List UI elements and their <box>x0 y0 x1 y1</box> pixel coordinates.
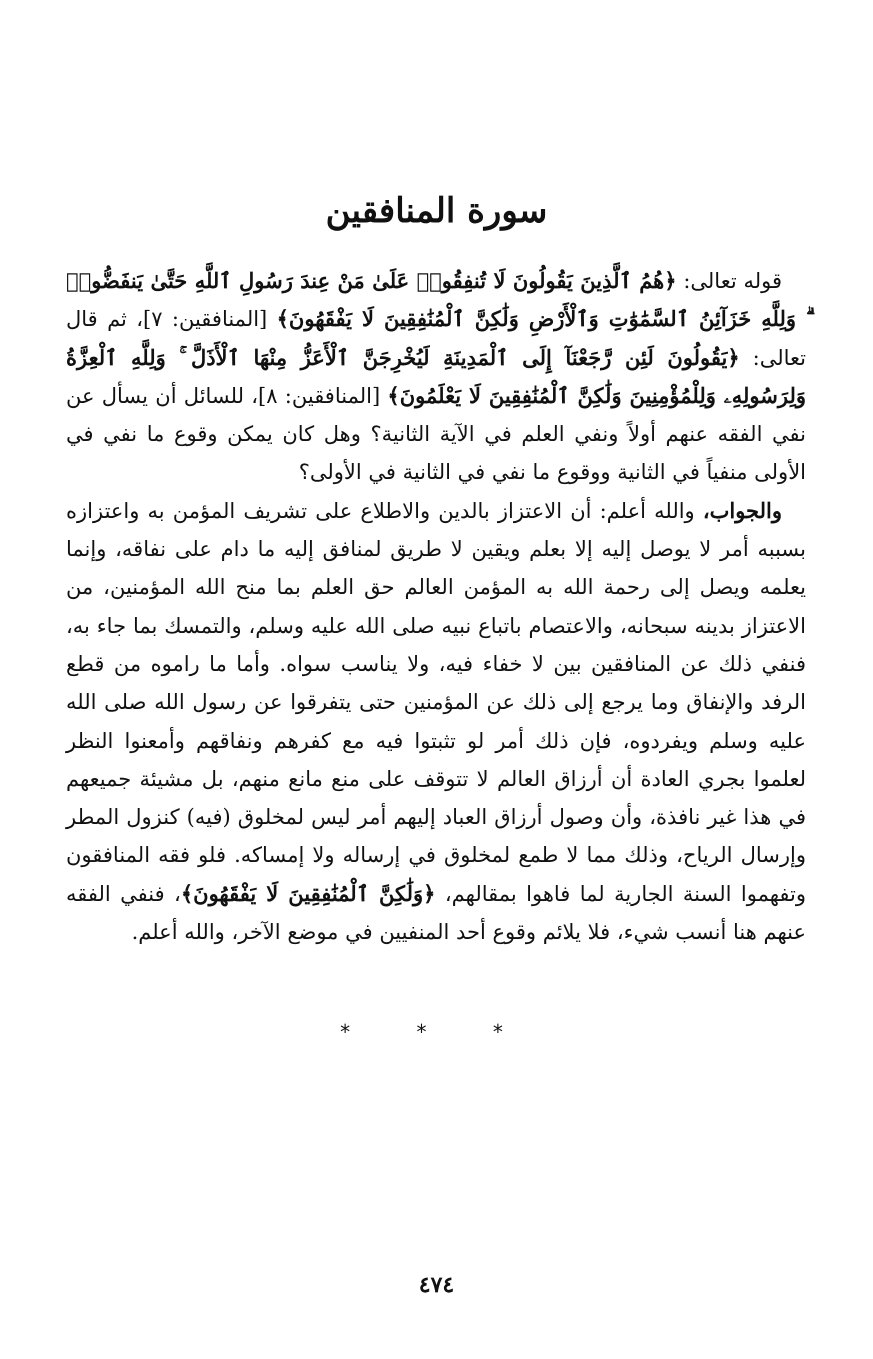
question-text: [المنافقين: ٨]، للسائل أن يسأل عن نفي الفقه عنهم أولاً ونفي العلم في الآية الثانية؟ وهل كان يمكن وقوع ما نفي في الأولى منفياً في الثانية ووقوع ما نفي في الثانية في الأولى؟ <box>66 383 807 485</box>
body-text <box>66 262 806 951</box>
verse-reference-7: [المنافقين: ٧]، ثم قال تعالى: <box>66 307 806 370</box>
question-lead-in: قوله تعالى: <box>676 269 782 293</box>
page-title: سورة المنافقين <box>325 191 548 231</box>
section-separator: * * * <box>340 1020 533 1044</box>
quran-verse-quote: ﴿وَلَٰكِنَّ ٱلْمُنَٰفِقِينَ لَا يَفْقَهُونَ﴾ <box>180 880 436 906</box>
answer-lead-in: والجواب، <box>702 497 782 523</box>
quran-verse-8: ﴿يَقُولُونَ لَئِن رَّجَعْنَآ إِلَى ٱلْمَدِينَةِ لَيُخْرِجَنَّ ٱلْأَعَزُّ مِنْهَا ٱلْأَذَلَّ ۚ وَلِلَّهِ ٱلْعِزَّةُ وَلِرَسُولِهِۦ وَلِلْمُؤْمِنِينَ وَلَٰكِنَّ ٱلْمُنَٰفِقِينَ لَا يَعْلَمُونَ﴾ <box>66 344 806 408</box>
quran-verse-7: ﴿هُمُ ٱلَّذِينَ يَقُولُونَ لَا تُنفِقُوا۟ عَلَىٰ مَنْ عِندَ رَسُولِ ٱللَّهِ حَتَّىٰ يَنفَضُّوا۟ ۗ وَلِلَّهِ خَزَآئِنُ ٱلسَّمَٰوَٰتِ وَٱلْأَرْضِ وَلَٰكِنَّ ٱلْمُنَٰفِقِينَ لَا يَفْقَهُونَ﴾ <box>66 268 806 332</box>
answer-conclusion: ، فنفي الفقه عنهم هنا أنسب شيء، فلا يلائم وقوع أحد المنفيين في موضع الآخر، والله أعلم. <box>66 881 806 945</box>
paragraph-question <box>66 262 806 492</box>
paragraph-answer <box>66 492 806 952</box>
answer-text: والله أعلم: أن الاعتزاز بالدين والاطلاع على تشريف المؤمن به واعتزازه بسببه أمر لا يوصل إليه إلا بعلم ويقين لا طريق لمنافق إليه ما دام على نفاقه، وإنما يعلمه ويصل إلى رحمة الله به المؤمن العالم حق العلم بما منح الله المؤمنين، من الاعتزاز بدينه سبحانه، والاعتصام باتباع نبيه صلى الله عليه وسلم، والتمسك بما جاء به، فنفي ذلك عن المنافقين بين لا خفاء فيه، ولا يناسب سواه. وأما ما راموه من قطع الرفد والإنفاق وما يرجع إلى ذلك عن المؤمنين حتى يتفرقوا عن رسول الله صلى الله عليه وسلم ويفردوه، فإن ذلك أمر لو تثبتوا فيه مع كفرهم ونفاقهم وأمعنوا النظر لعلموا بجري العادة أن أرزاق العالم لا تتوقف على منع مانع منهم، بل مشيئة جميعهم في هذا غير نافذة، وأن وصول أرزاق العباد إليهم أمر ليس لمخلوق (فيه) كنزول المطر وإرسال الرياح، وذلك مما لا طمع لمخلوق في إرساله ولا إمساكه. فلو فقه المنافقون وتفهموا السنة الجارية لما فاهوا بمقالهم، <box>66 498 807 906</box>
page-number: ٤٧٤ <box>418 1272 455 1298</box>
